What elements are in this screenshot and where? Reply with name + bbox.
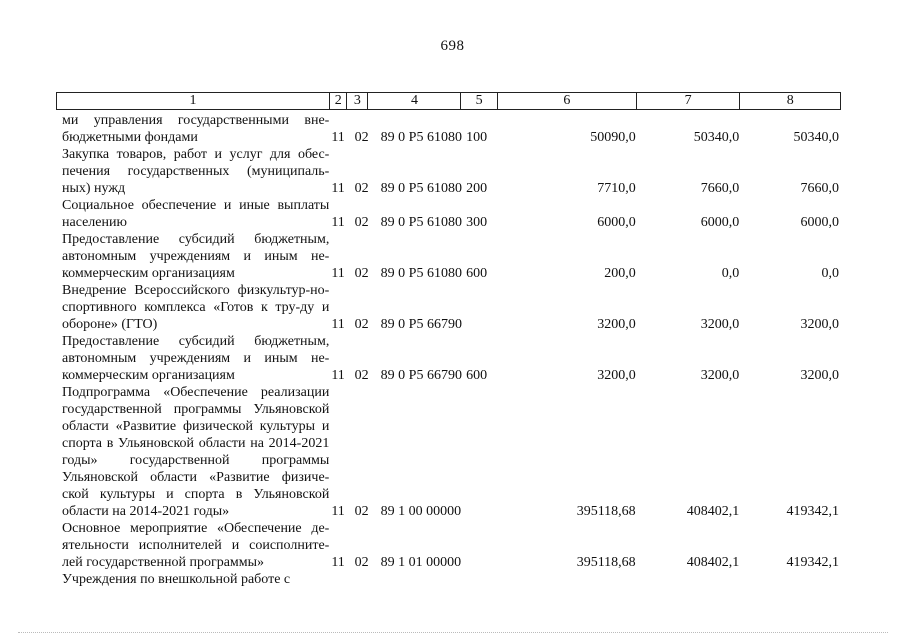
row-target-article: 89 1 00 00000 — [380, 504, 462, 519]
row-name: Учреждения по внешкольной работе с — [62, 572, 291, 587]
row-name: Предоставление субсидий бюджетным, автономным учреждениям и иным не-коммерческим организациям — [62, 232, 330, 281]
row-target-article: 89 0 P5 66790 — [380, 317, 462, 332]
row-value-col7: 50340,0 — [693, 130, 740, 145]
header-col-2: 2 — [330, 93, 347, 109]
row-subsection: 02 — [354, 181, 369, 196]
row-target-article: 89 0 P5 61080 — [380, 181, 462, 196]
row-value-col6: 200,0 — [604, 266, 636, 281]
row-section: 11 — [331, 368, 345, 383]
row-section: 11 — [331, 181, 345, 196]
row-value-col6: 3200,0 — [597, 368, 636, 383]
header-col-1: 1 — [57, 93, 330, 109]
table-row — [56, 571, 841, 588]
row-section: 11 — [331, 266, 345, 281]
row-section: 11 — [331, 504, 345, 519]
header-col-5: 5 — [461, 93, 497, 109]
table-row — [56, 282, 841, 333]
row-subsection: 02 — [354, 266, 369, 281]
row-value-col8: 419342,1 — [786, 555, 839, 570]
row-value-col7: 3200,0 — [700, 317, 740, 332]
row-name: Подпрограмма «Обеспечение реализации государственной программы Ульяновской области «Развитие физической культуры и спорта в Ульяновской области на 2014-2021 годы» государственной программы Ульяновской области «Развитие физиче-ской культуры и спорта в Ульяновской области на 2014-2021 годы» — [62, 385, 330, 519]
row-target-article: 89 0 P5 61080 — [380, 266, 462, 281]
row-subsection: 02 — [354, 555, 369, 570]
row-section: 11 — [331, 215, 345, 230]
row-value-col6: 7710,0 — [597, 181, 636, 196]
table-row — [56, 520, 841, 571]
table-row — [56, 231, 841, 282]
row-value-col6: 395118,68 — [576, 504, 636, 519]
row-target-article: 89 1 01 00000 — [380, 555, 462, 570]
row-target-article: 89 0 P5 61080 — [380, 130, 462, 145]
row-subsection: 02 — [354, 317, 369, 332]
row-value-col7: 3200,0 — [700, 368, 740, 383]
row-value-col8: 7660,0 — [800, 181, 839, 196]
row-name: Основное мероприятие «Обеспечение де-ятельности исполнителей и соисполните-лей государственной программы» — [62, 521, 330, 570]
row-value-col7: 7660,0 — [700, 181, 740, 196]
row-name: Закупка товаров, работ и услуг для обес-печения государственных (муниципаль-ных) нужд — [62, 147, 330, 196]
table-body — [56, 112, 841, 588]
row-value-col7: 408402,1 — [686, 555, 740, 570]
table-row — [56, 384, 841, 520]
table-row — [56, 197, 841, 231]
row-value-col8: 6000,0 — [800, 215, 839, 230]
row-value-col8: 3200,0 — [800, 368, 839, 383]
row-expense-type: 300 — [466, 215, 488, 230]
row-value-col7: 6000,0 — [700, 215, 740, 230]
row-value-col7: 0,0 — [721, 266, 740, 281]
page-number: 698 — [440, 38, 465, 54]
row-section: 11 — [331, 130, 345, 145]
table-header — [56, 92, 841, 110]
row-value-col8: 3200,0 — [800, 317, 839, 332]
row-value-col6: 50090,0 — [590, 130, 636, 145]
header-col-4: 4 — [368, 93, 461, 109]
row-expense-type: 200 — [466, 181, 488, 196]
header-col-7: 7 — [637, 93, 741, 109]
row-section: 11 — [331, 317, 345, 332]
row-value-col6: 395118,68 — [576, 555, 636, 570]
row-section: 11 — [331, 555, 345, 570]
header-col-6: 6 — [498, 93, 637, 109]
row-subsection: 02 — [354, 368, 369, 383]
row-expense-type: 600 — [466, 266, 488, 281]
row-name: Внедрение Всероссийского физкультур-но-спортивного комплекса «Готов к тру-ду и обороне» (ГТО) — [62, 283, 330, 332]
page-bottom-edge — [18, 632, 888, 633]
row-subsection: 02 — [354, 215, 369, 230]
row-expense-type: 600 — [466, 368, 488, 383]
row-value-col6: 6000,0 — [597, 215, 636, 230]
row-name: Социальное обеспечение и иные выплаты населению — [62, 198, 330, 230]
row-value-col7: 408402,1 — [686, 504, 740, 519]
table-row — [56, 146, 841, 197]
row-expense-type: 100 — [466, 130, 488, 145]
row-value-col6: 3200,0 — [597, 317, 636, 332]
table-row — [56, 112, 841, 146]
table-row — [56, 333, 841, 384]
header-col-8: 8 — [786, 93, 794, 108]
row-name: ми управления государственными вне-бюджетными фондами — [62, 113, 330, 145]
header-col-3: 3 — [347, 93, 368, 109]
row-target-article: 89 0 P5 61080 — [380, 215, 462, 230]
row-value-col8: 419342,1 — [786, 504, 839, 519]
row-subsection: 02 — [354, 504, 369, 519]
row-subsection: 02 — [354, 130, 369, 145]
row-target-article: 89 0 P5 66790 — [380, 368, 462, 383]
row-value-col8: 0,0 — [821, 266, 839, 281]
row-value-col8: 50340,0 — [793, 130, 839, 145]
row-name: Предоставление субсидий бюджетным, автономным учреждениям и иным не-коммерческим организациям — [62, 334, 330, 383]
